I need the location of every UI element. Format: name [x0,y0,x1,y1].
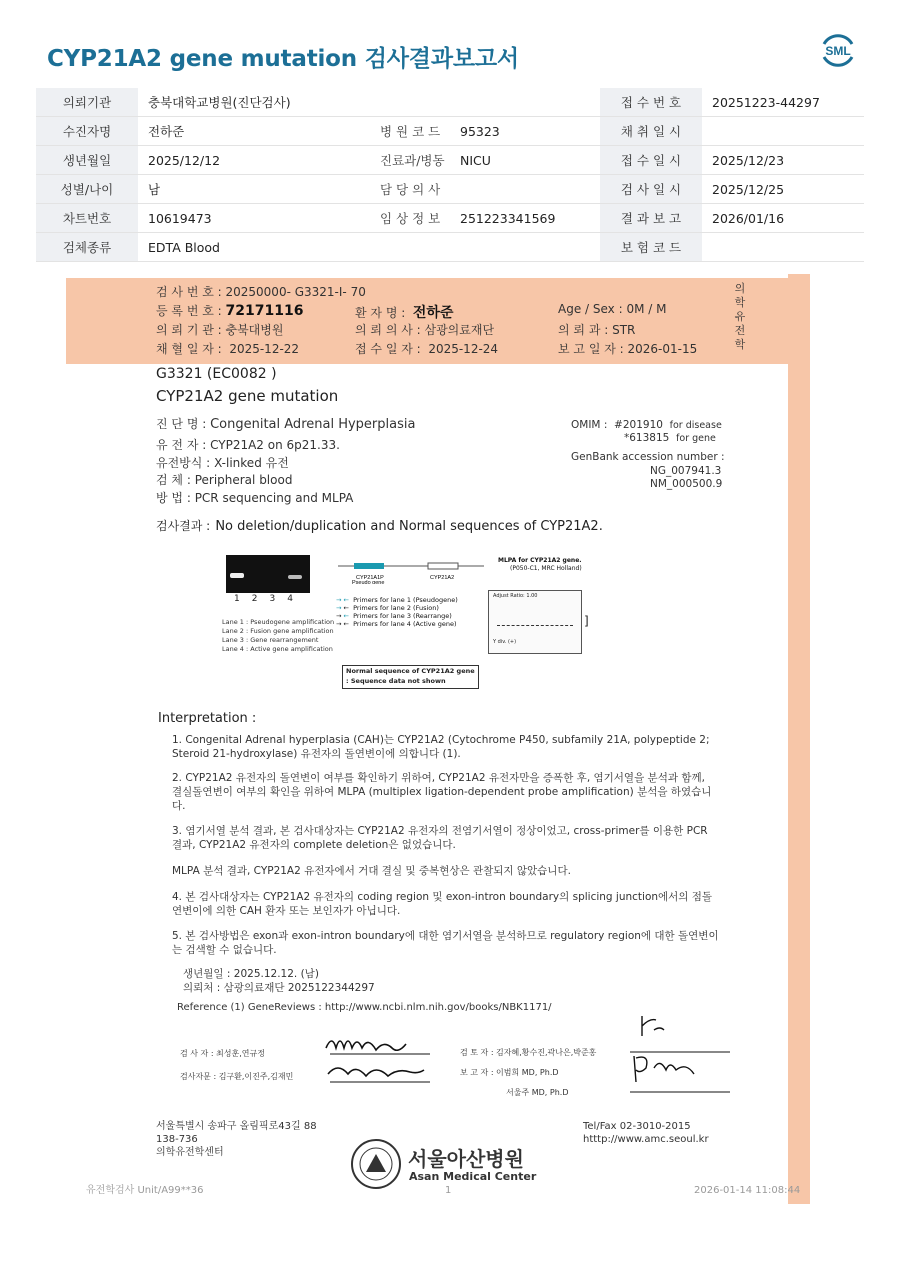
mlpa-title: MLPA for CYP21A2 gene. (P050-C1, MRC Holland) [498,557,582,572]
page-title: CYP21A2 gene mutation 검사결과보고서 [47,46,519,72]
info-value-v2 [450,175,600,204]
info-label-l1: 성별/나이 [36,175,138,204]
hospital-name-kr: 서울아산병원 [408,1147,524,1171]
info-label-l1: 차트번호 [36,204,138,233]
agesex-row: Age / Sex : 0M / M [558,302,667,316]
page-number: 1 [445,1185,452,1196]
genbank-ng: NG_007941.3 [650,465,722,477]
examiner-signature [322,1030,434,1090]
info-label-l3: 보 험 코 드 [600,233,702,262]
info-label-l2: 진료과/병동 [360,146,450,175]
patient-row: 환 자 명 : 전하준 [355,305,454,321]
omim-row2: *613815 for gene [624,432,716,444]
info-label-l1: 의뢰기관 [36,88,138,117]
info-value-v3: 2026/01/16 [702,204,864,233]
info-label-l2: 병 원 코 드 [360,117,450,146]
department-vertical-label: 의학유전학 [734,282,746,351]
info-label-l2: 담 당 의 사 [360,175,450,204]
dob-line: 생년월일 : 2025.12.12. (남) [183,968,319,980]
asan-foundation-emblem [350,1138,402,1190]
info-value-v2: NICU [450,146,600,175]
doctor-row: 의 뢰 의 사 : 삼광의료재단 [355,323,495,337]
info-label-l3: 접 수 번 호 [600,88,702,117]
bottom-right-timestamp: 2026-01-14 11:08:44 [694,1185,801,1196]
reviewer-line: 검 토 자 : 김자혜,황수진,곽나은,박준홍 [460,1048,597,1057]
info-label-l3: 채 취 일 시 [600,117,702,146]
interp-para-4: 4. 본 검사대상자는 CYP21A2 유전자의 coding region 및 exon-intron boundary의 splicing junction에서의 점돌연변이에 의한 CAH 환자 또는 보인자가 아닙니다. [172,891,713,917]
interp-para-1: 1. Congenital Adrenal hyperplasia (CAH)는 CYP21A2 (Cytochrome P450, subfamily 21A, polypeptide 2; Steroid 21-hydroxylase) 유전자의 돌연변이에 의합니다 (1). [172,734,710,760]
genbank-nm: NM_000500.9 [650,478,723,490]
gel-band-lane1 [230,573,244,578]
info-value-v2 [450,233,600,262]
diagnosis-row: 진 단 명 : Congenital Adrenal Hyperplasia [156,417,416,432]
omim-row1: OMIM : #201910 for disease [571,419,722,431]
gene-row: 유 전 자 : CYP21A2 on 6p21.33. [156,438,340,452]
info-value-v3: 2025/12/25 [702,175,864,204]
info-label-l3: 결 과 보 고 [600,204,702,233]
report-date-row: 보 고 일 자 : 2026-01-15 [558,342,698,356]
sml-logo [818,30,858,70]
info-row [36,175,864,204]
info-value-v1: EDTA Blood [138,233,360,262]
test-no-row: 검 사 번 호 : 20250000- G3321-I- 70 [156,285,366,299]
contact-block: Tel/Fax 02-3010-2015 htttp://www.amc.seoul.kr [583,1121,709,1145]
side-band [788,274,810,1204]
primer-legend: → ← Primers for lane 1 (Pseudogene) → ← Primers for lane 2 (Fusion) → ← Primers for lane 3 (Rearrange) → ← Primers for lane 4 (Active gene) [336,596,458,628]
gene-diagram [336,558,486,584]
info-value-v3 [702,117,864,146]
info-row [36,233,864,262]
info-label-l3: 검 사 일 시 [600,175,702,204]
examiner-line: 검 사 자 : 최성훈,연규정 [180,1049,265,1058]
referrer-line: 의뢰처 : 삼광의료재단 2025122344297 [183,982,375,994]
patient-info-table [36,88,864,262]
method-row: 방 법 : PCR sequencing and MLPA [156,491,354,505]
examiner-advisor-line: 검사자문 : 김구환,이진주,김재민 [180,1072,294,1081]
specimen-row: 검 체 : Peripheral blood [156,473,293,487]
interp-para-3b: MLPA 분석 결과, CYP21A2 유전자에서 거대 결실 및 중복현상은 관찰되지 않았습니다. [172,865,571,877]
address-block: 서울특별시 송파구 올림픽로43길 88 138-736 의학유전학센터 [156,1121,317,1158]
mlpa-probe-line [497,625,573,626]
info-label-l2: 임 상 정 보 [360,204,450,233]
info-value-v2: 95323 [450,117,600,146]
bottom-left-stamp: 유전학검사 Unit/A99**36 [86,1185,204,1196]
lane-legend: Lane 1 : Pseudogene amplification Lane 2 : Fusion gene amplification Lane 3 : Gene rearrangement Lane 4 : Active gene amplification [222,618,335,653]
info-value-v3: 20251223-44297 [702,88,864,117]
reporter2-line: 서울주 MD, Ph.D [506,1088,569,1097]
info-label-l1: 수진자명 [36,117,138,146]
info-row [36,117,864,146]
info-value-v2: 251223341569 [450,204,600,233]
info-label-l2 [360,233,450,262]
info-label-l1: 검체종류 [36,233,138,262]
inst-row: 의 뢰 기 관 : 충북대병원 [156,323,284,337]
reg-no-row: 등 록 번 호 : 72171116 [156,303,304,319]
info-value-v1: 10619473 [138,204,360,233]
interp-para-2: 2. CYP21A2 유전자의 돌연변이 여부를 확인하기 위하여, CYP21A2 유전자만을 증폭한 후, 염기서열을 분석과 함께, 결실돌연변이 여부의 확인을 위하여 MLPA (multiplex ligation-dependent probe amplification) 분석을 하였습니다. [172,772,712,812]
pseudo-label: CYP21A1P [356,575,384,581]
interpretation-heading: Interpretation : [158,711,257,726]
logo-text: SML [825,44,851,58]
gel-band-lane4 [288,575,302,579]
info-value-v1: 2025/12/12 [138,146,360,175]
interp-para-5: 5. 본 검사방법은 exon과 exon-intron boundary에 대한 염기서열을 분석하므로 regulatory region에 대한 돌연변이는 검색할 수 없습니다. [172,930,719,956]
info-label-l3: 접 수 일 시 [600,146,702,175]
info-row [36,88,864,117]
info-label-l1: 생년월일 [36,146,138,175]
info-value-v1: 남 [138,175,360,204]
inheritance-row: 유전방식 : X-linked 유전 [156,456,289,470]
active-label: CYP21A2 [430,575,455,581]
receipt-row: 접 수 일 자 : 2025-12-24 [355,342,499,356]
hospital-name-en: Asan Medical Center [409,1170,537,1183]
info-row [36,146,864,175]
lane-numbers: 1234 [234,594,305,604]
reviewer-signature [624,1012,734,1102]
pseudo-sub: Pseudo gene [352,580,385,584]
result-row: 검사결과 : No deletion/duplication and Normal sequences of CYP21A2. [156,519,603,534]
reference-line: Reference (1) GeneReviews : http://www.ncbi.nlm.nih.gov/books/NBK1171/ [177,1002,552,1013]
info-value-v3 [702,233,864,262]
mlpa-ydiv: Y div. (+) [493,639,517,645]
mlpa-plot [488,590,582,654]
info-label-l2 [360,88,450,117]
mlpa-inner-label: Adjust Ratio: 1.00 [493,593,538,599]
genbank-label: GenBank accession number : [571,451,725,463]
info-row [36,204,864,233]
bracket-mark: ] [584,614,589,628]
test-code: G3321 (EC0082 ) [156,366,277,382]
reporter-line: 보 고 자 : 이범희 MD, Ph.D [460,1068,559,1077]
interp-para-3: 3. 염기서열 분석 결과, 본 검사대상자는 CYP21A2 유전자의 전염기서열이 정상이었고, cross-primer를 이용한 PCR 결과, CYP21A2 유전자의 complete deletion은 없었습니다. [172,825,708,851]
info-value-v1: 전하준 [138,117,360,146]
info-value-v3: 2025/12/23 [702,146,864,175]
gene-title: CYP21A2 gene mutation [156,387,339,405]
info-value-v2 [450,88,600,117]
normal-sequence-box: Normal sequence of CYP21A2 gene : Sequence data not shown [342,665,479,689]
collect-row: 채 혈 일 자 : 2025-12-22 [156,342,300,356]
info-value-v1: 충북대학교병원(진단검사) [138,88,360,117]
dept-row: 의 뢰 과 : STR [558,323,636,337]
gel-image [226,555,310,593]
